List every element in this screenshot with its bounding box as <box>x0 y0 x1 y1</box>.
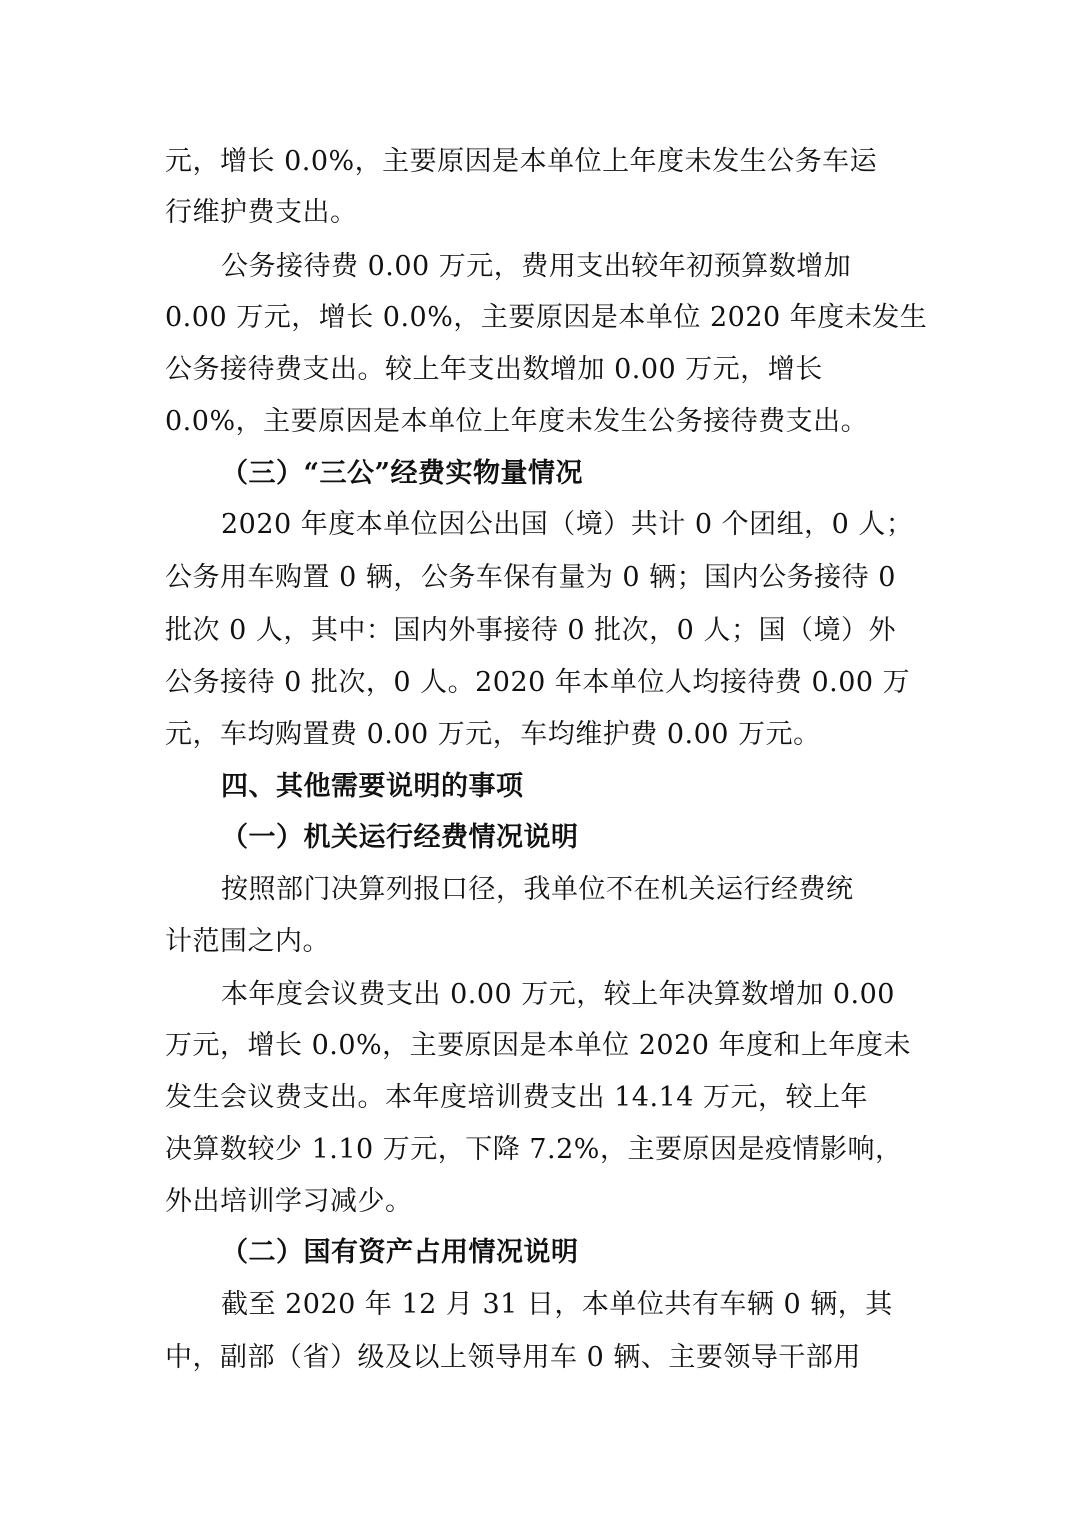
paragraph-line: 本年度会议费支出 0.00 万元，较上年决算数增加 0.00 <box>221 979 895 1010</box>
section-heading-operating-expenses: （一）机关运行经费情况说明 <box>221 822 579 853</box>
paragraph-line: 中，副部（省）级及以上领导用车 0 辆、主要领导干部用 <box>165 1342 861 1373</box>
paragraph-line: 按照部门决算列报口径，我单位不在机关运行经费统 <box>221 874 854 905</box>
paragraph-line: 0.00 万元，增长 0.0%，主要原因是本单位 2020 年度未发生 <box>165 302 928 333</box>
paragraph-line: 公务用车购置 0 辆，公务车保有量为 0 辆；国内公务接待 0 <box>165 562 896 593</box>
paragraph-line: 0.0%，主要原因是本单位上年度未发生公务接待费支出。 <box>165 406 869 437</box>
paragraph-line: 公务接待 0 批次，0 人。2020 年本单位人均接待费 0.00 万 <box>165 667 911 698</box>
paragraph-line: 发生会议费支出。本年度培训费支出 14.14 万元，较上年 <box>165 1082 868 1113</box>
paragraph-line: 元，增长 0.0%，主要原因是本单位上年度未发生公务车运 <box>165 146 878 177</box>
section-heading-three-public-quantities: （三）“三公”经费实物量情况 <box>221 458 584 489</box>
paragraph-line: 元，车均购置费 0.00 万元，车均维护费 0.00 万元。 <box>165 719 821 750</box>
paragraph-line: 计范围之内。 <box>165 926 330 957</box>
paragraph-line: 批次 0 人，其中：国内外事接待 0 批次，0 人；国（境）外 <box>165 615 896 646</box>
chapter-heading-other-matters: 四、其他需要说明的事项 <box>221 771 524 802</box>
paragraph-line: 2020 年度本单位因公出国（境）共计 0 个团组，0 人； <box>221 509 914 540</box>
paragraph-line: 万元，增长 0.0%，主要原因是本单位 2020 年度和上年度未 <box>165 1030 912 1061</box>
paragraph-line: 外出培训学习减少。 <box>165 1186 413 1217</box>
paragraph-line: 公务接待费 0.00 万元，费用支出较年初预算数增加 <box>221 251 852 282</box>
paragraph-line: 决算数较少 1.10 万元，下降 7.2%，主要原因是疫情影响， <box>165 1134 903 1165</box>
paragraph-line: 行维护费支出。 <box>165 197 358 228</box>
paragraph-line: 公务接待费支出。较上年支出数增加 0.00 万元，增长 <box>165 354 823 385</box>
paragraph-line: 截至 2020 年 12 月 31 日，本单位共有车辆 0 辆，其 <box>221 1289 893 1320</box>
section-heading-state-assets: （二）国有资产占用情况说明 <box>221 1237 579 1268</box>
